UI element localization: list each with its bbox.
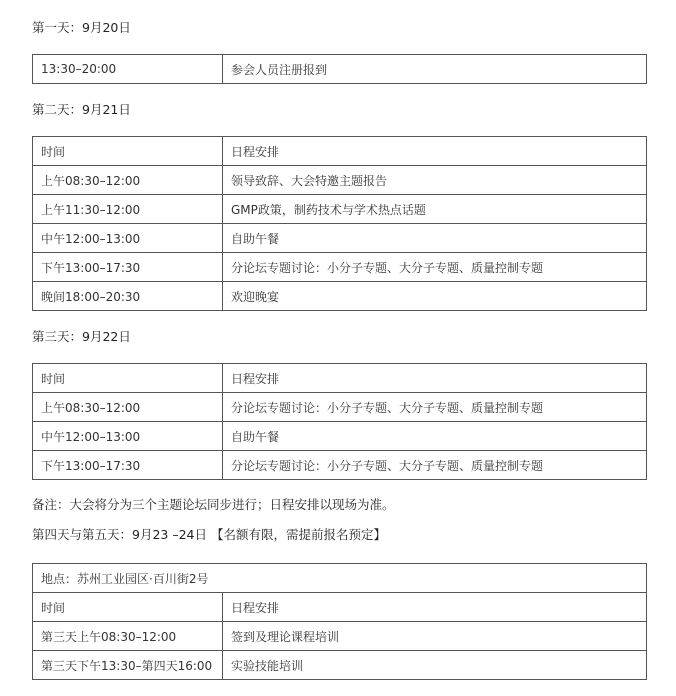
- agenda-cell: 签到及理论课程培训: [223, 622, 647, 651]
- table-header-row: [33, 593, 647, 622]
- header-agenda: 日程安排: [223, 137, 647, 166]
- agenda-cell: 分论坛专题讨论：小分子专题、大分子专题、质量控制专题: [223, 451, 647, 480]
- agenda-cell: 自助午餐: [223, 224, 647, 253]
- day45-table: [32, 563, 647, 680]
- time-cell: 第三天上午08:30–12:00: [33, 622, 223, 651]
- header-time: 时间: [33, 137, 223, 166]
- location-cell: 地点：苏州工业园区·百川街2号: [33, 564, 647, 593]
- agenda-cell: 自助午餐: [223, 422, 647, 451]
- agenda-cell: 欢迎晚宴: [223, 282, 647, 311]
- table-row: [33, 282, 647, 311]
- agenda-cell: 参会人员注册报到: [223, 55, 647, 84]
- header-agenda: 日程安排: [223, 593, 647, 622]
- time-cell: 下午13:00–17:30: [33, 253, 223, 282]
- table-header-row: [33, 137, 647, 166]
- table-row: [33, 55, 647, 84]
- schedule-note: 备注：大会将分为三个主题论坛同步进行；日程安排以现场为准。: [32, 497, 395, 512]
- agenda-cell: GMP政策，制药技术与学术热点话题: [223, 195, 647, 224]
- day3-heading: 第三天：9月22日: [32, 329, 131, 344]
- agenda-cell: 领导致辞、大会特邀主题报告: [223, 166, 647, 195]
- agenda-cell: 分论坛专题讨论：小分子专题、大分子专题、质量控制专题: [223, 393, 647, 422]
- table-row: [33, 451, 647, 480]
- day1-table: [32, 54, 647, 84]
- table-row: [33, 253, 647, 282]
- time-cell: 中午12:00–13:00: [33, 224, 223, 253]
- day2-heading: 第二天：9月21日: [32, 102, 131, 117]
- table-row: [33, 224, 647, 253]
- time-cell: 上午08:30–12:00: [33, 393, 223, 422]
- header-agenda: 日程安排: [223, 364, 647, 393]
- table-row: [33, 651, 647, 680]
- time-cell: 下午13:00–17:30: [33, 451, 223, 480]
- time-cell: 上午11:30–12:00: [33, 195, 223, 224]
- day45-heading: 第四天与第五天：9月23 –24日 【名额有限，需提前报名预定】: [32, 527, 386, 542]
- day2-table: [32, 136, 647, 311]
- time-cell: 中午12:00–13:00: [33, 422, 223, 451]
- table-row: [33, 622, 647, 651]
- header-time: 时间: [33, 364, 223, 393]
- agenda-cell: 实验技能培训: [223, 651, 647, 680]
- table-row: [33, 393, 647, 422]
- time-cell: 第三天下午13:30–第四天16:00: [33, 651, 223, 680]
- header-time: 时间: [33, 593, 223, 622]
- table-row: [33, 195, 647, 224]
- time-cell: 13:30–20:00: [33, 55, 223, 84]
- agenda-cell: 分论坛专题讨论：小分子专题、大分子专题、质量控制专题: [223, 253, 647, 282]
- time-cell: 上午08:30–12:00: [33, 166, 223, 195]
- table-header-row: [33, 364, 647, 393]
- time-cell: 晚间18:00–20:30: [33, 282, 223, 311]
- day3-table: [32, 363, 647, 480]
- table-row: [33, 422, 647, 451]
- location-row: [33, 564, 647, 593]
- day1-heading: 第一天：9月20日: [32, 20, 131, 35]
- table-row: [33, 166, 647, 195]
